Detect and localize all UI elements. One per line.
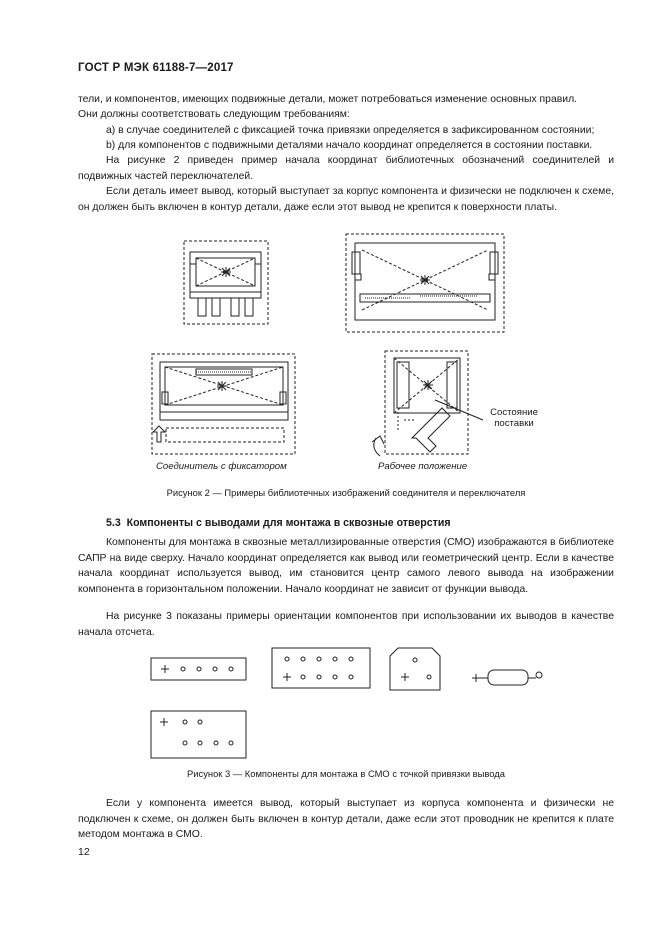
- section-paragraph-1: Компоненты для монтажа в сквозные металлизированные отверстия (СМО) изображаются в библиотеке САПР на виде сверху. Начало координат определяется как вывод или геометрический центр. Если в качестве начала координат используется вывод, им становится центр самого левого вывода на изображении компонента в горизонтальном положении. Начало координат не зависит от функции вывода.: [78, 537, 614, 595]
- intro-line-2: Они должны соответствовать следующим требованиям:: [78, 109, 350, 120]
- component-sip-drawing: [151, 658, 246, 680]
- section-title: Компоненты с выводами для монтажа в сквозные отверстия: [126, 517, 451, 529]
- page-number: 12: [78, 846, 90, 858]
- component-octagon-drawing: [390, 648, 440, 690]
- figure3-caption: Рисунок 3 — Компоненты для монтажа в СМО с точкой привязки вывода: [187, 768, 505, 779]
- figure2-caption: Рисунок 2 — Примеры библиотечных изображений соединителя и переключателя: [166, 487, 526, 498]
- requirement-a: a) в случае соединителей с фиксацией точка привязки определяется в зафиксированном состоянии;: [106, 125, 595, 136]
- component-two-row-drawing: [151, 711, 246, 758]
- requirement-b: b) для компонентов с подвижными деталями начало координат определяется в состоянии поставки.: [106, 140, 593, 151]
- figure2-label-connector: Соединитель с фиксатором: [156, 461, 287, 472]
- section-paragraph-2: На рисунке 3 показаны примеры ориентации компонентов при использовании их выводов в качестве начала отсчета.: [78, 611, 614, 638]
- component-dip-drawing: [272, 648, 370, 688]
- paragraph-figure2-ref: На рисунке 2 приведен пример начала координат библиотечных обозначений соединителей и подвижных частей переключателей.: [78, 155, 614, 182]
- closing-paragraph: Если у компонента имеется вывод, который выступает из корпуса компонента и физически не подключен к схеме, он должен быть включен в контур детали, даже если этот проводник не крепится к плате методом монтажа в СМО.: [78, 798, 614, 841]
- intro-line-1: тели, и компонентов, имеющих подвижные детали, может потребоваться изменение основных правил.: [78, 94, 578, 105]
- component-axial-drawing: [472, 670, 542, 685]
- callout-line-1: Состояние: [490, 407, 538, 418]
- paragraph-outline-rule: Если деталь имеет вывод, который выступает за корпус компонента и физически не подключен к схеме, он должен быть включен в контур детали, даже если этот вывод не крепится к поверхности платы.: [78, 186, 614, 213]
- section-number: 5.3: [106, 517, 121, 529]
- figure2-label-working: Рабочее положение: [378, 461, 468, 472]
- callout-line-2: поставки: [494, 418, 534, 429]
- document-header: ГОСТ Р МЭК 61188-7—2017: [78, 62, 234, 74]
